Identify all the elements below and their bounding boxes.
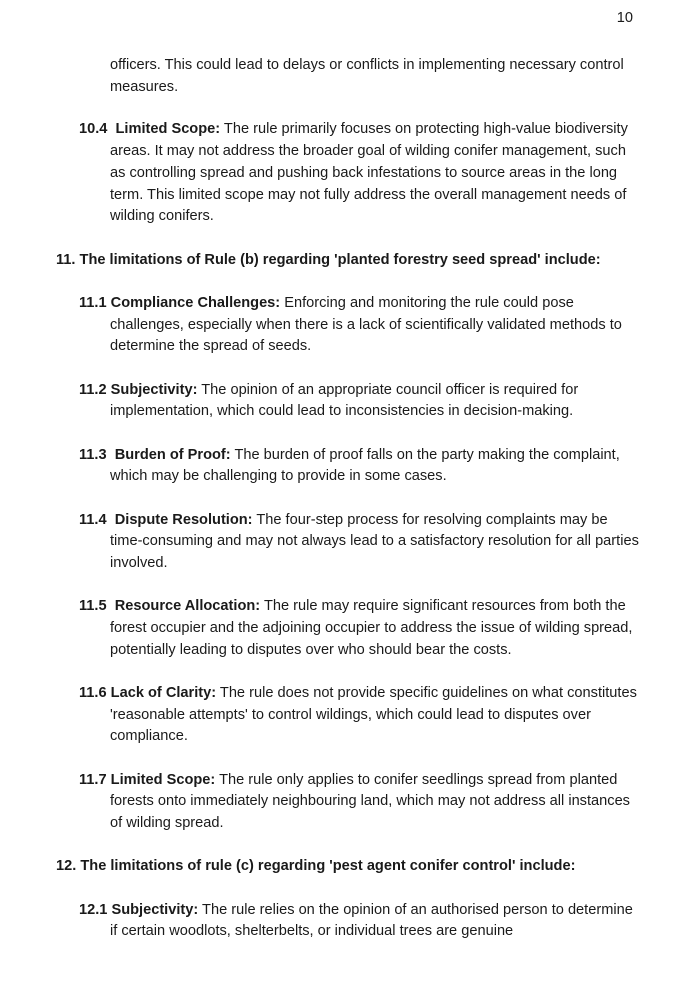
list-item-11-1 <box>56 293 640 358</box>
item-text: The burden of proof falls on the party making the complaint, which may be challenging to provide in some cases. <box>110 446 620 485</box>
section-number: 12. <box>56 858 77 875</box>
item-title: Lack of Clarity: <box>110 684 217 701</box>
section-heading-text: The limitations of Rule (b) regarding 'planted forestry seed spread' include: <box>79 251 601 268</box>
continuation-paragraph: officers. This could lead to delays or conflicts in implementing necessary control measures. <box>110 57 624 95</box>
item-text: The rule relies on the opinion of an authorised person to determine if certain woodlots, shelterbelts, or individual trees are genuine <box>110 901 633 940</box>
list-item-12-1 <box>56 900 640 943</box>
item-text: The rule may require significant resources from both the forest occupier and the adjoining occupier to address the issue of wilding spread, potentially leading to disputes over who should bear the costs. <box>110 598 633 658</box>
item-title: Dispute Resolution: <box>114 511 253 528</box>
list-item-11-4 <box>56 510 640 575</box>
item-title: Subjectivity: <box>110 381 198 398</box>
item-text: Enforcing and monitoring the rule could pose challenges, especially when there is a lack of scientifically validated methods to determine the spread of seeds. <box>110 294 622 355</box>
page-number: 10 <box>616 10 633 26</box>
section-heading-11 <box>56 250 640 272</box>
list-item-11-7 <box>56 770 640 835</box>
list-item-10-4 <box>56 119 640 228</box>
item-number: 10.4 <box>79 121 108 138</box>
item-number: 11.4 <box>79 511 107 528</box>
item-number: 11.1 <box>79 294 107 311</box>
item-text: The rule does not provide specific guidelines on what constitutes 'reasonable attempts' to control wildings, which could lead to disputes over compliance. <box>110 684 637 745</box>
section-heading-text: The limitations of rule (c) regarding 'pest agent conifer control' include: <box>80 858 576 875</box>
section-number: 11. <box>56 251 76 268</box>
item-title: Limited Scope: <box>110 771 216 788</box>
item-number: 11.5 <box>79 598 107 615</box>
item-title: Resource Allocation: <box>114 598 261 615</box>
section-heading-12 <box>56 856 640 878</box>
item-number: 11.3 <box>79 446 107 463</box>
list-item-11-2 <box>56 380 640 423</box>
document-body <box>56 55 640 965</box>
item-title: Subjectivity: <box>111 901 199 918</box>
item-title: Limited Scope: <box>115 121 221 138</box>
item-number: 11.7 <box>79 771 107 788</box>
item-text: The four-step process for resolving complaints may be time-consuming and may not always lead to a satisfactory resolution for all parties involved. <box>110 511 639 571</box>
list-item-11-5 <box>56 596 640 661</box>
item-text: The rule primarily focuses on protecting high-value biodiversity areas. It may not address the broader goal of wilding conifer management, such as controlling spread and pushing back infestations to source areas in the long term. This limited scope may not fully address the overall management needs of wilding conifers. <box>110 121 628 225</box>
item-text: The rule only applies to conifer seedlings spread from planted forests onto immediately neighbouring land, which may not address all instances of wilding spread. <box>110 771 630 832</box>
item-number: 11.2 <box>79 381 107 398</box>
item-title: Burden of Proof: <box>114 446 231 463</box>
list-item-11-3 <box>56 445 640 488</box>
item-text: The opinion of an appropriate council officer is required for implementation, which could lead to inconsistencies in decision-making. <box>110 381 579 420</box>
list-item-11-6 <box>56 683 640 748</box>
item-title: Compliance Challenges: <box>110 294 281 311</box>
item-number: 12.1 <box>79 901 108 918</box>
item-number: 11.6 <box>79 684 107 701</box>
